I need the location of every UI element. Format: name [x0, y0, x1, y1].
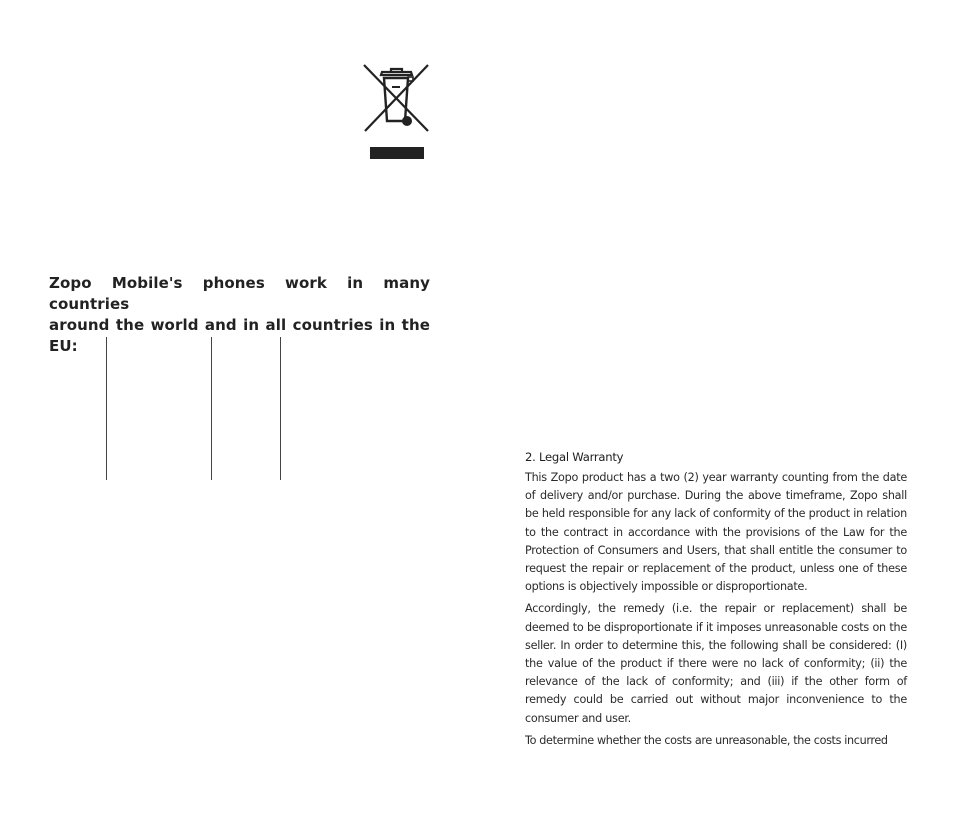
warranty-paragraph: To determine whether the costs are unreasonable, the costs incurred — [525, 733, 888, 747]
legal-warranty-section — [525, 449, 907, 754]
countries-intro-line-1: Zopo Mobile's phones work in many countries — [49, 274, 430, 313]
countries-intro-line-2: around the world and in all countries in the EU: — [49, 316, 430, 355]
country-table-divider — [106, 337, 107, 480]
crossed-out-bin-icon — [361, 63, 431, 163]
warranty-paragraph: This Zopo product has a two (2) year warranty counting from the date of delivery and/or purchase. During the above timeframe, Zopo shall be held responsible for any lack of conformity of the product in relation to the contract in accordance with the provisions of the Law for the Protection of Consumers and Users, that shall entitle the consumer to request the repair or replacement of the product, unless one of these options is objectively impossible or disproportionate. — [525, 471, 907, 594]
country-table-divider — [280, 337, 281, 480]
section-title: 2. Legal Warranty — [525, 450, 624, 464]
country-table-divider — [211, 337, 212, 480]
weee-disposal-symbol — [361, 63, 431, 163]
warranty-paragraph: Accordingly, the remedy (i.e. the repair or replacement) shall be deemed to be disproportionate if it imposes unreasonable costs on the seller. In order to determine this, the following shall be considered: (I) the value of the product if there were no lack of conformity; (ii) the relevance of the lack of conformity; and (iii) if the other form of remedy could be carried out without major inconvenience to the consumer and user. — [525, 602, 907, 725]
